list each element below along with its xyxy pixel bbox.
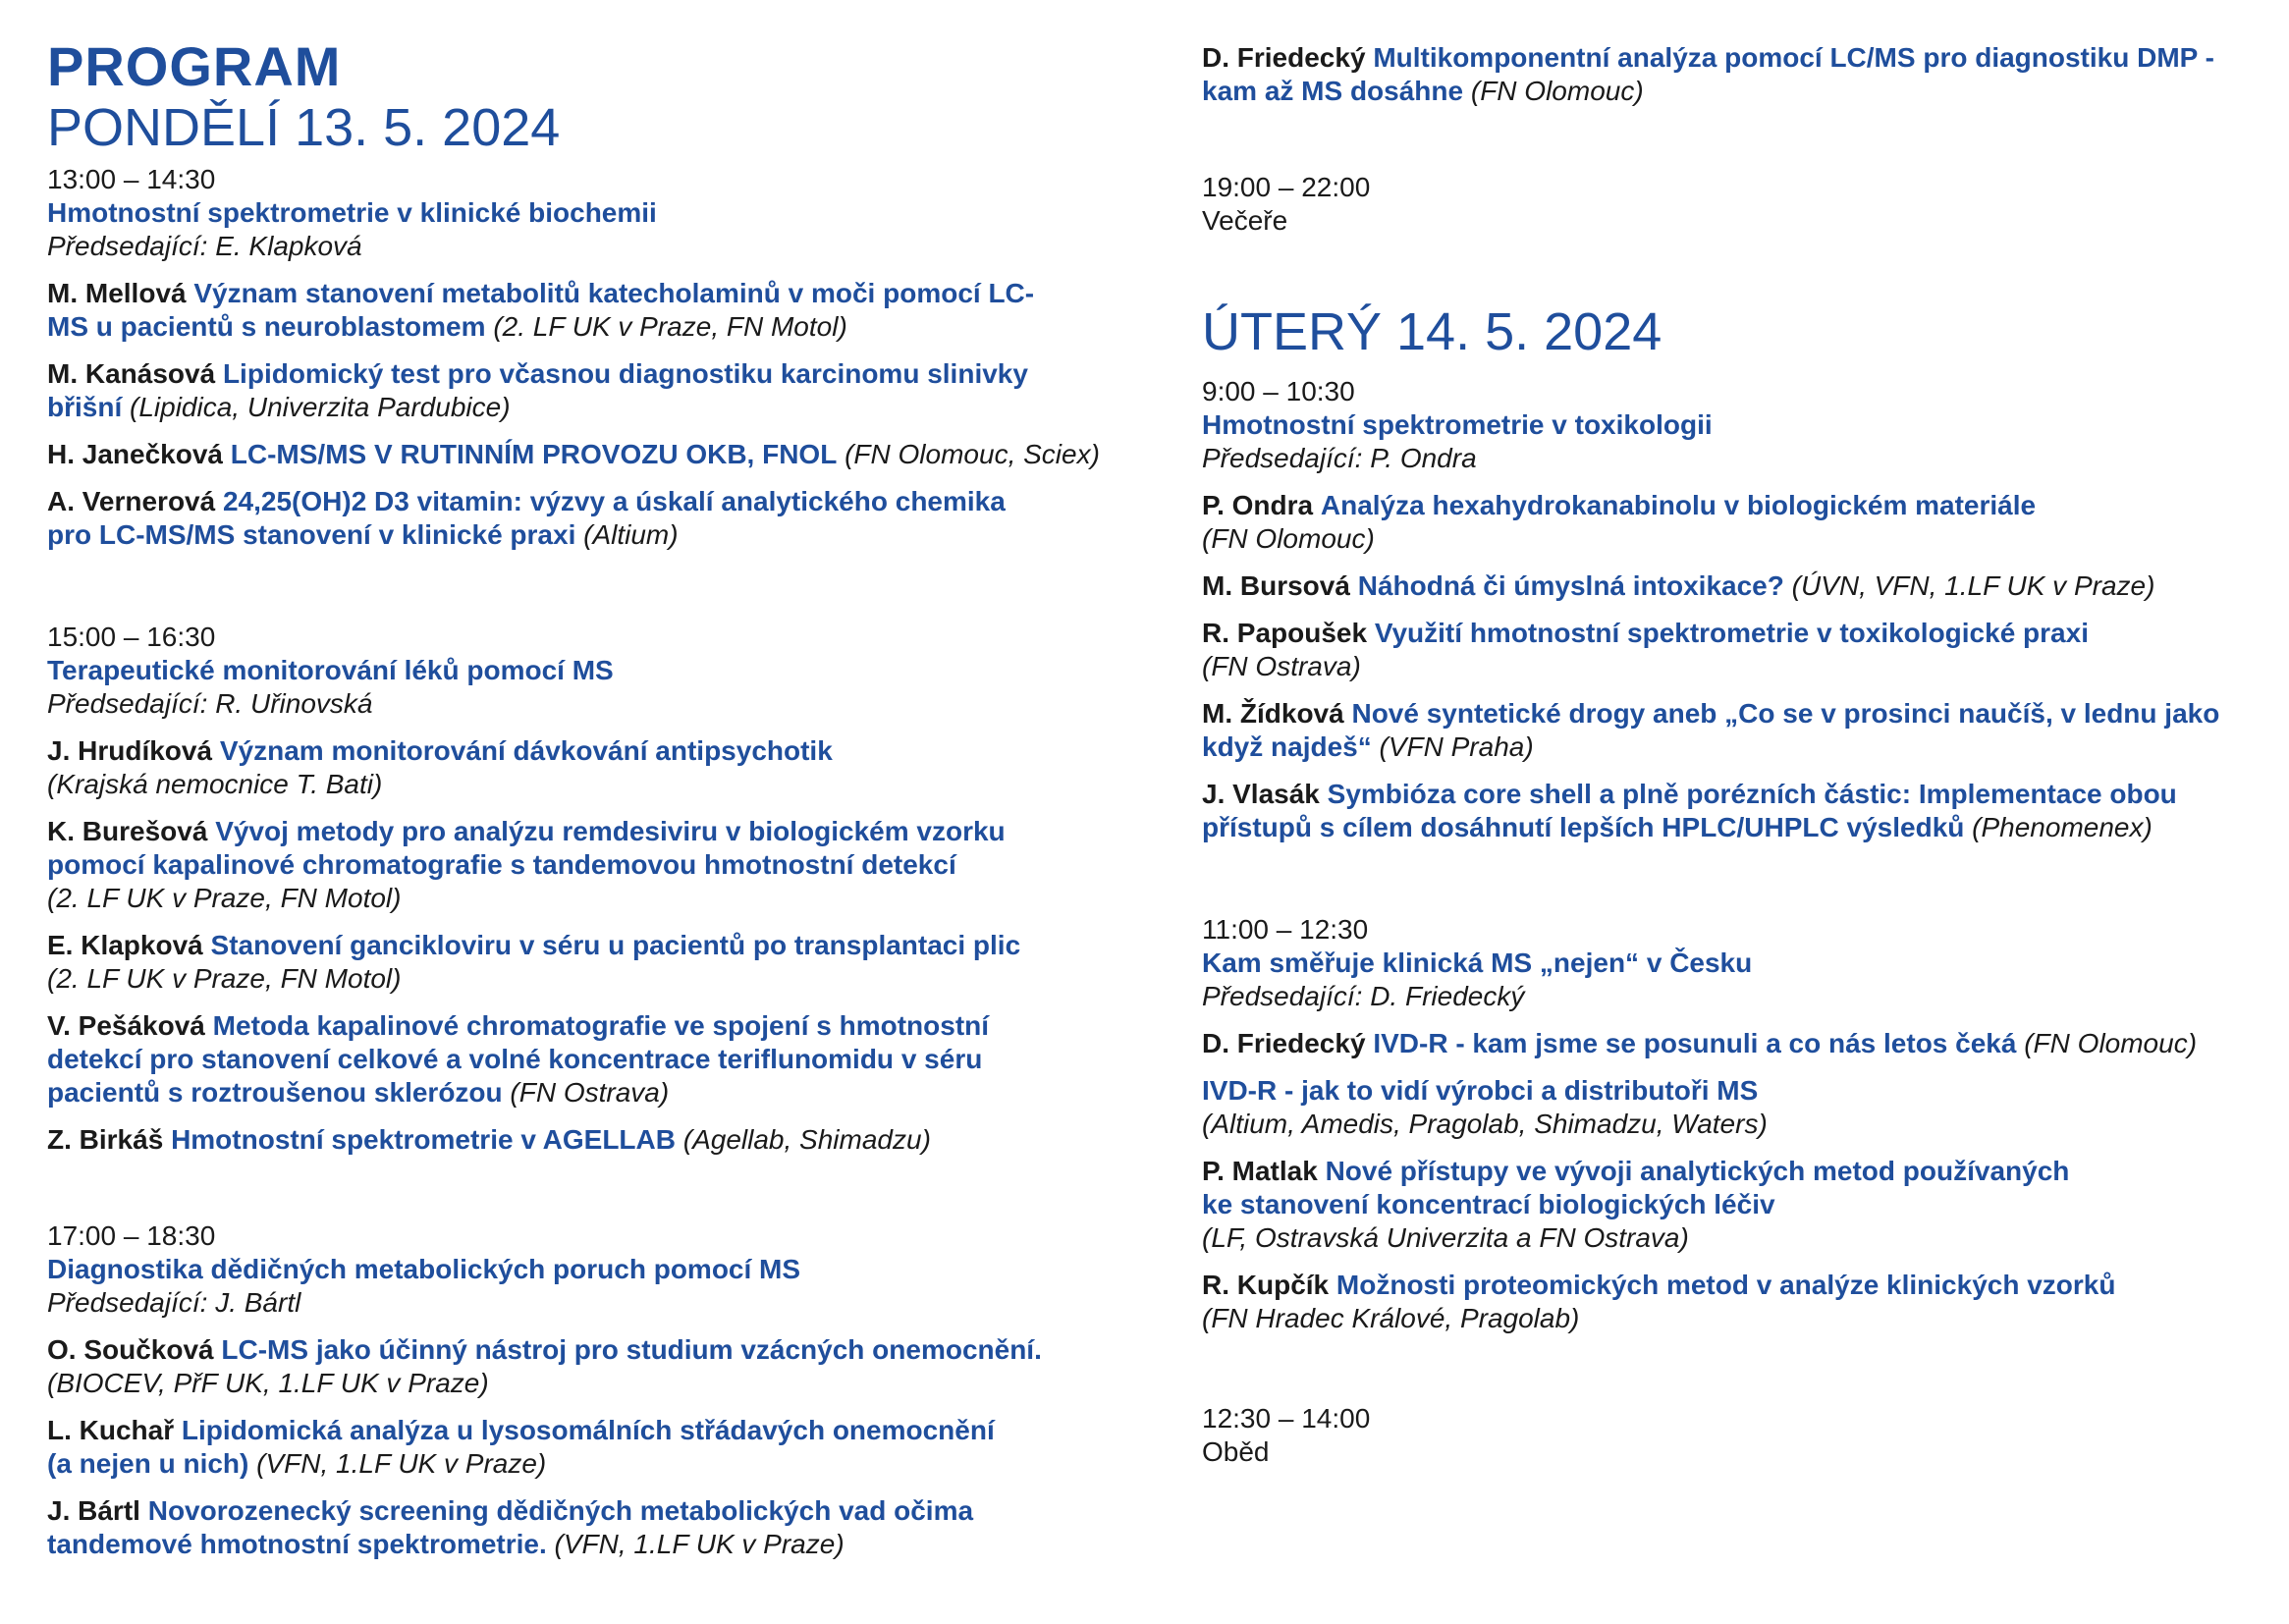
talk-speaker: D. Friedecký	[1202, 42, 1366, 73]
session-time: 9:00 – 10:30	[1202, 376, 1355, 406]
talk-item	[47, 1494, 1117, 1561]
talk-affiliation: (2. LF UK v Praze, FN Motol)	[47, 963, 402, 994]
talk-affiliation: (Agellab, Shimadzu)	[682, 1124, 931, 1155]
talk-speaker: J. Hrudíková	[47, 735, 213, 766]
talk-title: Multikomponentní analýza pomocí LC/MS pro diagnostiku DMP -	[1373, 42, 2214, 73]
talk-speaker: M. Mellová	[47, 278, 187, 308]
talk-speaker: O. Součková	[47, 1334, 214, 1365]
talk-item	[47, 357, 1117, 424]
talk-title: LC-MS jako účinný nástroj pro studium vzácných onemocnění.	[221, 1334, 1042, 1365]
session-block	[47, 621, 1117, 1157]
talk-affiliation: (VFN, 1.LF UK v Praze)	[554, 1529, 845, 1559]
talk-speaker: P. Ondra	[1202, 490, 1314, 520]
talk-speaker: M. Kanásová	[47, 358, 216, 389]
talk-affiliation: (Lipidica, Univerzita Pardubice)	[130, 392, 511, 422]
talk-item	[1202, 489, 2272, 556]
talk-title: IVD-R - kam jsme se posunuli a co nás letos čeká	[1373, 1028, 2017, 1058]
talk-item	[47, 929, 1117, 996]
talk-item	[47, 1414, 1117, 1481]
talk-title: MS u pacientů s neuroblastomem	[47, 311, 486, 342]
talk-title: Analýza hexahydrokanabinolu v biologickém materiále	[1320, 490, 2037, 520]
talk-title: přístupů s cílem dosáhnutí lepších HPLC/UHPLC výsledků	[1202, 812, 1965, 842]
talk-title: pomocí kapalinové chromatografie s tandemovou hmotnostní detekcí	[47, 849, 956, 880]
talk-continuation	[1202, 41, 2272, 108]
session-block	[1202, 375, 2272, 844]
talk-speaker: M. Bursová	[1202, 570, 1350, 601]
talk-item	[1202, 1269, 2272, 1335]
talk-affiliation: (2. LF UK v Praze, FN Motol)	[47, 883, 402, 913]
talk-title: když najdeš“	[1202, 731, 1372, 762]
talk-title: LC-MS/MS V RUTINNÍM PROVOZU OKB, FNOL	[230, 439, 838, 469]
talk-affiliation: (FN Hradec Králové, Pragolab)	[1202, 1303, 1580, 1333]
talk-speaker: V. Pešáková	[47, 1010, 205, 1041]
talk-title: Metoda kapalinové chromatografie ve spojení s hmotnostní	[212, 1010, 990, 1041]
talk-title: IVD-R - jak to vidí výrobci a distributoři MS	[1202, 1075, 1759, 1106]
talk-speaker: P. Matlak	[1202, 1156, 1318, 1186]
day-heading-monday: PONDĚLÍ 13. 5. 2024	[47, 98, 561, 157]
session-time: 15:00 – 16:30	[47, 622, 216, 652]
talk-speaker: M. Žídková	[1202, 698, 1344, 729]
talk-speaker: D. Friedecký	[1202, 1028, 1366, 1058]
session-title: Kam směřuje klinická MS „nejen“ v Česku	[1202, 947, 1753, 978]
program-heading: PROGRAM	[47, 35, 342, 97]
talk-speaker: J. Vlasák	[1202, 779, 1320, 809]
talk-affiliation: (ÚVN, VFN, 1.LF UK v Praze)	[1791, 570, 2155, 601]
talk-title: pacientů s roztroušenou sklerózou	[47, 1077, 503, 1108]
talk-affiliation: (FN Ostrava)	[1202, 651, 1361, 681]
talk-item	[47, 1123, 1117, 1157]
talk-item	[1202, 1027, 2272, 1060]
talk-speaker: R. Papoušek	[1202, 618, 1368, 648]
talk-item	[47, 734, 1117, 801]
talk-title: Nové syntetické drogy aneb „Co se v prosinci naučíš, v lednu jako	[1351, 698, 2220, 729]
session-time: 11:00 – 12:30	[1202, 914, 1369, 945]
session-time: 17:00 – 18:30	[47, 1220, 216, 1251]
dinner-label: Večeře	[1202, 205, 1288, 236]
talk-item	[47, 1333, 1117, 1400]
session-title: Terapeutické monitorování léků pomocí MS	[47, 655, 614, 685]
talk-item	[47, 438, 1117, 471]
session-chair: Předsedající: J. Bártl	[47, 1287, 301, 1318]
talk-speaker: Z. Birkáš	[47, 1124, 164, 1155]
session-chair: Předsedající: R. Uřinovská	[47, 688, 373, 719]
talk-affiliation: (Krajská nemocnice T. Bati)	[47, 769, 383, 799]
talk-speaker: R. Kupčík	[1202, 1270, 1330, 1300]
talk-title: Vývoj metody pro analýzu remdesiviru v biologickém vzorku	[215, 816, 1006, 846]
session-block	[47, 163, 1117, 552]
talk-affiliation: (BIOCEV, PřF UK, 1.LF UK v Praze)	[47, 1368, 489, 1398]
talk-title: Lipidomická analýza u lysosomálních střádavých onemocnění	[181, 1415, 995, 1445]
talk-title: Novorozenecký screening dědičných metabolických vad očima	[147, 1495, 974, 1526]
session-time: 13:00 – 14:30	[47, 164, 216, 194]
talk-title: (a nejen u nich)	[47, 1448, 249, 1479]
talk-title: kam až MS dosáhne	[1202, 76, 1464, 106]
talk-title: Náhodná či úmyslná intoxikace?	[1357, 570, 1784, 601]
talk-affiliation: (VFN Praha)	[1379, 731, 1534, 762]
talk-title: Význam stanovení metabolitů katecholaminů v moči pomocí LC-	[193, 278, 1035, 308]
talk-speaker: L. Kuchař	[47, 1415, 175, 1445]
lunch-label: Oběd	[1202, 1436, 1270, 1467]
session-chair: Předsedající: E. Klapková	[47, 231, 362, 261]
dinner-block	[1202, 171, 2272, 238]
talk-item	[1202, 1074, 2272, 1141]
talk-item	[1202, 617, 2272, 683]
session-block	[1202, 913, 2272, 1335]
talk-affiliation: (FN Olomouc, Sciex)	[845, 439, 1100, 469]
talk-item	[47, 815, 1117, 915]
talk-affiliation: (FN Olomouc)	[1202, 523, 1375, 554]
session-chair: Předsedající: D. Friedecký	[1202, 981, 1525, 1011]
talk-affiliation: (FN Ostrava)	[510, 1077, 670, 1108]
talk-title: Hmotnostní spektrometrie v AGELLAB	[171, 1124, 676, 1155]
session-chair: Předsedající: P. Ondra	[1202, 443, 1477, 473]
talk-title: tandemové hmotnostní spektrometrie.	[47, 1529, 547, 1559]
talk-title: detekcí pro stanovení celkové a volné koncentrace teriflunomidu v séru	[47, 1044, 983, 1074]
talk-item	[1202, 1155, 2272, 1255]
talk-affiliation: (Phenomenex)	[1972, 812, 2153, 842]
lunch-time: 12:30 – 14:00	[1202, 1403, 1371, 1434]
talk-title: Symbióza core shell a plně porézních částic: Implementace obou	[1327, 779, 2177, 809]
talk-title: Význam monitorování dávkování antipsychotik	[219, 735, 833, 766]
talk-title: Možnosti proteomických metod v analýze klinických vzorků	[1335, 1270, 2116, 1300]
session-title: Hmotnostní spektrometrie v klinické biochemii	[47, 197, 657, 228]
session-title: Hmotnostní spektrometrie v toxikologii	[1202, 409, 1713, 440]
talk-title: Nové přístupy ve vývoji analytických metod používaných	[1325, 1156, 2070, 1186]
talk-speaker: E. Klapková	[47, 930, 203, 960]
talk-speaker: K. Burešová	[47, 816, 208, 846]
talk-item	[47, 1009, 1117, 1110]
lunch-block	[1202, 1402, 2272, 1469]
dinner-time: 19:00 – 22:00	[1202, 172, 1371, 202]
talk-item	[1202, 569, 2272, 603]
session-title: Diagnostika dědičných metabolických poruch pomocí MS	[47, 1254, 801, 1284]
talk-title: Stanovení gancikloviru v séru u pacientů po transplantaci plic	[210, 930, 1021, 960]
talk-title: ke stanovení koncentrací biologických léčiv	[1202, 1189, 1775, 1219]
talk-affiliation: (FN Olomouc)	[1470, 76, 1644, 106]
talk-title: 24,25(OH)2 D3 vitamin: výzvy a úskalí analytického chemika	[222, 486, 1006, 516]
day-heading-tuesday: ÚTERÝ 14. 5. 2024	[1202, 302, 1662, 361]
talk-speaker: H. Janečková	[47, 439, 223, 469]
talk-item	[47, 485, 1117, 552]
talk-affiliation: (VFN, 1.LF UK v Praze)	[256, 1448, 547, 1479]
talk-speaker: J. Bártl	[47, 1495, 140, 1526]
talk-affiliation: (FN Olomouc)	[2024, 1028, 2198, 1058]
talk-title: Využití hmotnostní spektrometrie v toxikologické praxi	[1374, 618, 2089, 648]
session-block	[47, 1219, 1117, 1561]
talk-affiliation: (Altium, Amedis, Pragolab, Shimadzu, Waters)	[1202, 1109, 1768, 1139]
talk-item	[1202, 697, 2272, 764]
talk-affiliation: (2. LF UK v Praze, FN Motol)	[493, 311, 847, 342]
talk-title: Lipidomický test pro včasnou diagnostiku karcinomu slinivky	[222, 358, 1028, 389]
talk-title: pro LC-MS/MS stanovení v klinické praxi	[47, 519, 576, 550]
talk-speaker: A. Vernerová	[47, 486, 216, 516]
talk-title: břišní	[47, 392, 123, 422]
talk-affiliation: (Altium)	[583, 519, 679, 550]
talk-affiliation: (LF, Ostravská Univerzita a FN Ostrava)	[1202, 1222, 1689, 1253]
talk-item	[47, 277, 1117, 344]
talk-item	[1202, 778, 2272, 844]
